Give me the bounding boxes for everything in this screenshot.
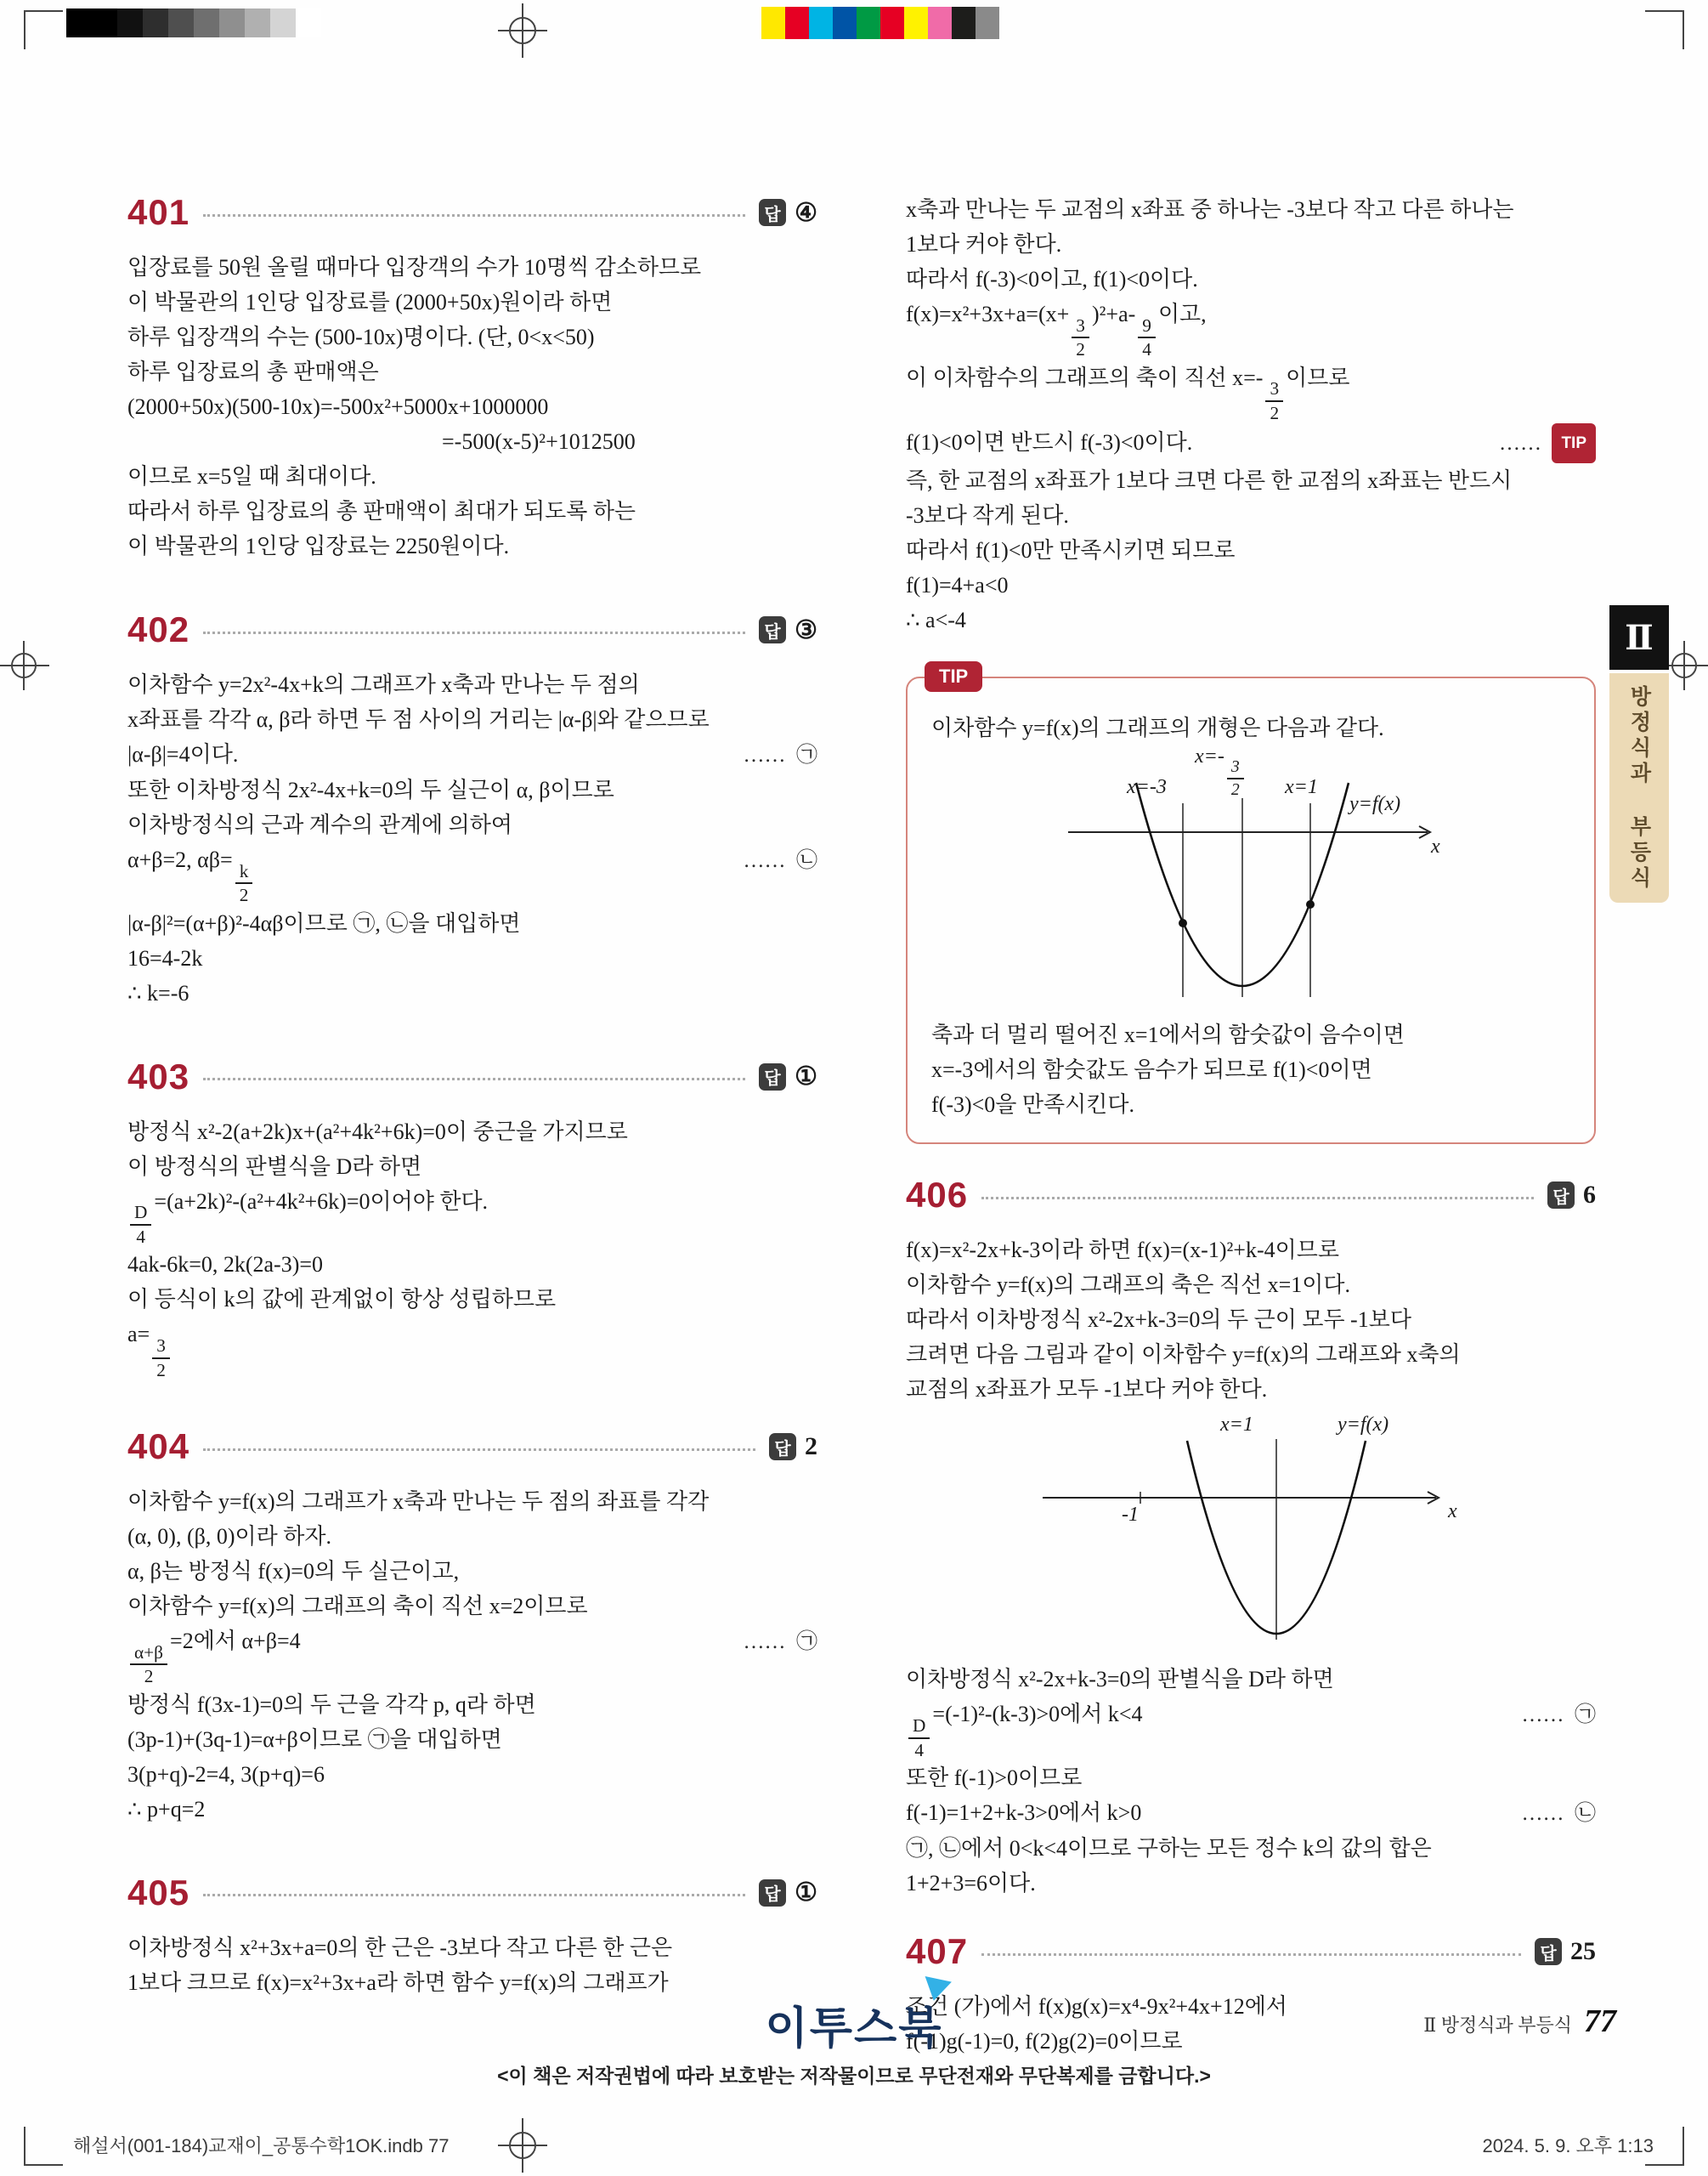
- color-swatch: [952, 7, 976, 39]
- fraction: $\frac{\alpha+\beta}{2}$: [130, 1642, 167, 1687]
- solution-text: =-500(x-5)²+1012500: [442, 429, 636, 454]
- solution-text: 이 박물관의 1인당 입장료를 (2000+50x)원이라 하면: [127, 290, 613, 314]
- solution-text: f(-1)g(-1)=0, f(2)g(2)=0이므로: [906, 2029, 1183, 2054]
- crop-mark-bottom-left: [24, 2127, 63, 2166]
- dotted-leader: [203, 1078, 745, 1080]
- problem-402: [127, 609, 817, 1011]
- solution-line: [127, 1519, 817, 1554]
- problem-number: 402: [127, 609, 190, 649]
- color-swatch: [168, 8, 194, 37]
- fraction: $\frac{D}{4}$: [130, 1202, 151, 1247]
- solution-text: 조건 (가)에서 f(x)g(x)=x⁴-9x²+4x+12에서: [906, 1994, 1287, 2020]
- solution-text: 입장료를 50원 올릴 때마다 입장객의 수가 10명씩 감소하므로: [127, 255, 702, 280]
- solution-text: 이차함수 y=f(x)의 그래프의 개형은 다음과 같다.: [931, 716, 1384, 741]
- answer: [759, 198, 817, 228]
- solution-text: 이차함수 y=f(x)의 그래프의 축은 직선 x=1이다.: [906, 1272, 1351, 1298]
- solution-text: 교점의 x좌표가 모두 -1보다 커야 한다.: [906, 1377, 1268, 1402]
- solution-text: f(-1)=1+2+k-3>0에서 k>0: [906, 1800, 1142, 1826]
- solution-text: 1+2+3=6이다.: [906, 1871, 1036, 1896]
- page-reference: [1423, 2003, 1616, 2040]
- solution-text: |α-β|²=(α+β)²-4αβ이므로 ㉠, ㉡을 대입하면: [127, 910, 521, 936]
- solution-text: 이 이차함수의 그래프의 축이 직선 x=- $\frac{3}{2}$ 이므로: [906, 365, 1350, 423]
- solution-text: |α-β|=4이다.: [127, 742, 239, 767]
- solution-line: [127, 1792, 817, 1827]
- solution-text: $\frac{D}{4}$ =(a+2k)²-(a²+4k²+6k)=0이어야 한다.: [127, 1184, 488, 1248]
- answer-icon: 답: [759, 1063, 786, 1091]
- grayscale-calibration-bar: [66, 8, 321, 37]
- solution-line: [906, 297, 1596, 360]
- clause-marker: …… ㉠: [743, 744, 817, 767]
- solution-line: [127, 667, 817, 702]
- answer-value: ③: [795, 615, 817, 644]
- solution-line: [906, 227, 1596, 262]
- solution-line: [127, 1184, 817, 1248]
- solution-lines: [127, 1484, 817, 1827]
- solution-text: f(1)<0이면 반드시 f(-3)<0이다.: [906, 430, 1193, 456]
- solution-line: [127, 842, 817, 906]
- answer: [759, 615, 817, 645]
- solution-line: [906, 360, 1596, 424]
- solution-line: [127, 1282, 817, 1317]
- solution-lines: [127, 1930, 817, 2000]
- solution-line: [127, 1930, 817, 1965]
- color-swatch: [92, 8, 117, 37]
- answer-value: ①: [795, 1878, 817, 1907]
- answer-icon: 답: [769, 1433, 796, 1460]
- solution-line: [127, 1149, 817, 1184]
- solution-lines: [906, 1232, 1596, 1407]
- answer-value: ④: [795, 198, 817, 227]
- answer-icon: 답: [1535, 1938, 1562, 1965]
- solution-text: 하루 입장료의 총 판매액은: [127, 360, 379, 384]
- color-swatch: [928, 7, 952, 39]
- solution-line: [906, 1337, 1596, 1372]
- right-column: [906, 192, 1596, 2059]
- solution-line: [906, 1866, 1596, 1901]
- color-swatch: [66, 8, 92, 37]
- solution-line: [906, 568, 1596, 603]
- fraction: $\frac{D}{4}$: [908, 1715, 930, 1760]
- solution-text: 이 박물관의 1인당 입장료는 2250원이다.: [127, 534, 510, 558]
- solution-line: [127, 773, 817, 808]
- solution-text: 이차방정식 x²-2x+k-3=0의 판별식을 D라 하면: [906, 1667, 1334, 1692]
- color-swatch: [117, 8, 143, 37]
- solution-line: [906, 1302, 1596, 1337]
- fraction: $\frac{3}{2}$: [152, 1335, 170, 1380]
- fraction: $\frac{3}{2}$: [1072, 315, 1089, 360]
- color-swatch: [904, 7, 928, 39]
- problem-header: [906, 1931, 1596, 1972]
- solution-text: 즉, 한 교점의 x좌표가 1보다 크면 다른 한 교점의 x좌표는 반드시: [906, 468, 1513, 494]
- solution-text: 또한 f(-1)>0이므로: [906, 1765, 1083, 1791]
- color-swatch: [857, 7, 880, 39]
- answer: [759, 1878, 817, 1907]
- solution-text: α+β=2, αβ= $\frac{k}{2}$: [127, 842, 255, 906]
- solution-text: ∴ k=-6: [127, 980, 189, 1006]
- print-slug-filename: 해설서(001-184)교재이_공통수학1OK.indb 77: [73, 2135, 450, 2156]
- solution-text: f(x)=x²+3x+a=(x+ $\frac{3}{2}$ )²+a- $\frac{9}{4}$ 이고,: [906, 302, 1207, 360]
- answer: [1547, 1181, 1596, 1210]
- solution-line: [931, 1052, 1570, 1087]
- solution-text: 따라서 이차방정식 x²-2x+k-3=0의 두 근이 모두 -1보다: [906, 1307, 1411, 1333]
- problem-number: 401: [127, 192, 190, 232]
- dotted-leader: [981, 1953, 1521, 1956]
- solution-text: ∴ p+q=2: [127, 1796, 206, 1822]
- tick-label: -1: [1122, 1504, 1139, 1527]
- solution-text: 방정식 f(3x-1)=0의 두 근을 각각 p, q라 하면: [127, 1692, 536, 1717]
- solution-text: 방정식 x²-2(a+2k)x+(a²+4k²+6k)=0이 중근을 가지므로: [127, 1119, 628, 1144]
- solution-text: $\frac{\alpha+\beta}{2}$ =2에서 α+β=4: [127, 1624, 301, 1687]
- color-swatch: [270, 8, 296, 37]
- solution-text: a= $\frac{3}{2}$: [127, 1317, 172, 1380]
- x-axis-label: x: [1448, 1500, 1457, 1523]
- solution-text: 따라서 f(-3)<0이고, f(1)<0이다.: [906, 267, 1198, 292]
- answer-value: ①: [795, 1062, 817, 1091]
- problem-406-parabola-figure: [1030, 1414, 1472, 1655]
- solution-line: [127, 354, 817, 389]
- solution-text: ∴ a<-4: [906, 608, 966, 633]
- clause-marker: …… ㉡: [743, 849, 817, 872]
- color-swatch: [761, 7, 785, 39]
- solution-line: [127, 941, 817, 976]
- tip-reference: …… TIP: [1499, 423, 1596, 463]
- solution-line: [906, 1372, 1596, 1407]
- solution-text: $\frac{D}{4}$ =(-1)²-(k-3)>0에서 k<4: [906, 1697, 1143, 1760]
- curve-label: y=f(x): [1349, 793, 1401, 816]
- solution-text: 이므로 x=5일 때 최대이다.: [127, 464, 376, 489]
- chapter-label: 방정식과 부등식: [1609, 673, 1669, 903]
- answer-icon: 답: [759, 616, 786, 643]
- registration-mark-top-center: [493, 0, 552, 60]
- solution-line: [906, 603, 1596, 638]
- problem-403: [127, 1057, 817, 1380]
- solution-text: α, β는 방정식 f(x)=0의 두 실근이고,: [127, 1559, 460, 1584]
- fraction: $\frac{3}{2}$: [1227, 757, 1244, 799]
- solution-text: 3(p+q)-2=4, 3(p+q)=6: [127, 1761, 325, 1787]
- answer-value: 6: [1583, 1181, 1596, 1210]
- solution-text: f(1)=4+a<0: [906, 573, 1009, 598]
- clause-marker: …… ㉠: [743, 1630, 817, 1654]
- solution-line: [127, 494, 817, 529]
- solution-text: 하루 입장객의 수는 (500-10x)명이다. (단, 0<x<50): [127, 325, 595, 349]
- solution-text: x좌표를 각각 α, β라 하면 두 점 사이의 거리는 |α-β|와 같으므로: [127, 707, 710, 732]
- solution-text: ㉠, ㉡에서 0<k<4이므로 구하는 모든 정수 k의 값의 합은: [906, 1836, 1432, 1862]
- problem-number: 403: [127, 1056, 190, 1096]
- solution-line: [127, 320, 817, 354]
- problem-header: [906, 1175, 1596, 1216]
- answer-icon: 답: [759, 199, 786, 226]
- answer-value: 25: [1570, 1937, 1596, 1966]
- solution-lines: [906, 1662, 1596, 1901]
- problem-header: [127, 1057, 817, 1097]
- answer-icon: 답: [759, 1879, 786, 1907]
- solution-line: [127, 808, 817, 842]
- fraction: $\frac{3}{2}$: [1265, 378, 1283, 423]
- solution-line: [127, 976, 817, 1011]
- solution-line: [127, 1554, 817, 1589]
- solution-line: [127, 250, 817, 285]
- tip-box-badge: TIP: [925, 661, 982, 692]
- solution-line: [931, 1017, 1570, 1052]
- left-line-label: x=-3: [1127, 776, 1167, 799]
- color-swatch: [809, 7, 833, 39]
- answer: [769, 1432, 817, 1461]
- dotted-leader: [981, 1197, 1534, 1199]
- solution-text: f(-3)<0을 만족시킨다.: [931, 1092, 1134, 1118]
- answer: [1535, 1937, 1596, 1966]
- problem-406: [906, 1175, 1596, 1901]
- solution-line: [906, 498, 1596, 533]
- registration-mark-bottom-center: [493, 2116, 552, 2176]
- tip-box: [906, 666, 1596, 1144]
- solution-text: 이 방정식의 판별식을 D라 하면: [127, 1153, 422, 1179]
- solution-text: 4ak-6k=0, 2k(2a-3)=0: [127, 1252, 324, 1278]
- color-swatch: [245, 8, 270, 37]
- solution-text: (3p-1)+(3q-1)=α+β이므로 ㉠을 대입하면: [127, 1726, 502, 1752]
- x-axis-label: x: [1431, 836, 1440, 858]
- chapter-title: Ⅱ 방정식과 부등식: [1423, 2014, 1572, 2036]
- publisher-logo: [766, 1992, 943, 2056]
- solution-text: 이차함수 y=2x²-4x+k의 그래프가 x축과 만나는 두 점의: [127, 672, 640, 697]
- problem-405-continuation: [906, 192, 1596, 638]
- print-slug-timestamp: 2024. 5. 9. 오후 1:13: [1482, 2135, 1654, 2156]
- solution-line: [906, 262, 1596, 297]
- solution-lines: [127, 667, 817, 1011]
- solution-line: [127, 1484, 817, 1519]
- fraction: $\frac{9}{4}$: [1138, 315, 1156, 360]
- tip-parabola-figure: [1055, 745, 1446, 1011]
- solution-text: (α, 0), (β, 0)이라 하자.: [127, 1524, 331, 1550]
- solution-text: 크려면 다음 그림과 같이 이차함수 y=f(x)의 그래프와 x축의: [906, 1342, 1461, 1368]
- solution-line: [127, 1247, 817, 1282]
- solution-text: 축과 더 멀리 떨어진 x=1에서의 함숫값이 음수이면: [931, 1023, 1405, 1048]
- chapter-numeral: Ⅱ: [1609, 605, 1669, 670]
- answer: [759, 1062, 817, 1091]
- solution-line: [127, 285, 817, 320]
- crop-mark-top-left: [24, 10, 63, 49]
- solution-line: [127, 1589, 817, 1624]
- solution-line: [127, 1757, 817, 1792]
- solution-line: [906, 1232, 1596, 1267]
- problem-header: [127, 192, 817, 233]
- dotted-leader: [203, 1894, 745, 1896]
- page-number: 77: [1584, 2003, 1616, 2039]
- problem-number: 405: [127, 1872, 190, 1912]
- solution-line: [127, 529, 817, 564]
- color-swatch: [880, 7, 904, 39]
- problem-404: [127, 1426, 817, 1827]
- color-swatch: [194, 8, 219, 37]
- problem-405: [127, 1873, 817, 2000]
- tip-intro: [931, 711, 1570, 745]
- solution-line: [127, 1624, 817, 1687]
- solution-text: 이차함수 y=f(x)의 그래프가 x축과 만나는 두 점의 좌표를 각각: [127, 1489, 710, 1515]
- solution-line: [906, 192, 1596, 227]
- logo-flag-icon: [920, 1976, 952, 2003]
- clause-marker: …… ㉠: [1521, 1703, 1596, 1727]
- solution-line: [127, 702, 817, 737]
- solution-line: [906, 1831, 1596, 1866]
- dotted-leader: [203, 632, 745, 634]
- solution-line: [127, 1687, 817, 1722]
- parabola-graph: [1030, 1417, 1472, 1655]
- solution-text: 또한 이차방정식 2x²-4x+k=0의 두 실근이 α, β이므로: [127, 778, 614, 802]
- solution-text: 1보다 커야 한다.: [906, 232, 1062, 257]
- solution-line: [127, 459, 817, 494]
- registration-mark-left: [0, 636, 54, 695]
- solution-line: [127, 1722, 817, 1757]
- solution-line: [127, 1114, 817, 1149]
- color-swatch: [296, 8, 321, 37]
- solution-lines: [127, 250, 817, 564]
- solution-text: (2000+50x)(500-10x)=-500x²+5000x+1000000: [127, 394, 549, 419]
- color-swatch: [143, 8, 168, 37]
- left-column: [127, 192, 817, 2000]
- curve-label: y=f(x): [1338, 1414, 1389, 1436]
- solution-line: [906, 1760, 1596, 1795]
- axis-equation-label: x=- $\frac{3}{2}$: [1195, 745, 1247, 799]
- solution-text: 따라서 하루 입장료의 총 판매액이 최대가 되도록 하는: [127, 499, 636, 524]
- problem-number: 406: [906, 1175, 969, 1216]
- dotted-leader: [203, 1448, 755, 1451]
- copyright-notice: <이 책은 저작권법에 따라 보호받는 저작물이므로 무단전재와 무단복제를 금합니다.>: [497, 2065, 1211, 2087]
- solution-line: [906, 463, 1596, 498]
- color-swatch: [833, 7, 857, 39]
- solution-line: [127, 1965, 817, 2000]
- solution-line: [127, 737, 817, 773]
- solution-text: 따라서 f(1)<0만 만족시키면 되므로: [906, 538, 1236, 564]
- color-swatch: [976, 7, 999, 39]
- solution-line: [931, 711, 1570, 745]
- crop-mark-top-right: [1645, 10, 1684, 49]
- solution-lines: [127, 1114, 817, 1380]
- solution-text: 16=4-2k: [127, 945, 203, 971]
- tip-badge: TIP: [1552, 423, 1596, 463]
- answer-icon: 답: [1547, 1182, 1575, 1209]
- chapter-side-tab: [1609, 605, 1669, 903]
- solution-line: [906, 1662, 1596, 1697]
- solution-line: [127, 424, 817, 459]
- solution-line: [127, 1317, 817, 1380]
- solution-text: x=-3에서의 함숫값도 음수가 되므로 f(1)<0이면: [931, 1057, 1372, 1083]
- solution-line: [906, 1697, 1596, 1760]
- axis-line-label: x=1: [1220, 1414, 1253, 1436]
- fraction: $\frac{k}{2}$: [235, 861, 253, 906]
- solution-text: 이 등식이 k의 값에 관계없이 항상 성립하므로: [127, 1287, 557, 1312]
- publisher-logo-text: 이투스북: [765, 2004, 943, 2054]
- color-calibration-bar: [761, 7, 999, 39]
- color-swatch: [219, 8, 245, 37]
- solution-line: [906, 423, 1596, 463]
- clause-marker: …… ㉡: [1521, 1802, 1596, 1826]
- solution-text: x축과 만나는 두 교점의 x좌표 중 하나는 -3보다 작고 다른 하나는: [906, 197, 1514, 222]
- color-swatch: [785, 7, 809, 39]
- solution-text: 이차함수 y=f(x)의 그래프의 축이 직선 x=2이므로: [127, 1594, 588, 1619]
- solution-line: [127, 389, 817, 424]
- problem-header: [127, 1426, 817, 1467]
- solution-text: 1보다 크므로 f(x)=x²+3x+a라 하면 함수 y=f(x)의 그래프가: [127, 1969, 669, 1995]
- problem-number: 404: [127, 1426, 190, 1467]
- solution-text: -3보다 작게 된다.: [906, 503, 1069, 529]
- problem-401: [127, 192, 817, 564]
- answer-value: 2: [805, 1432, 817, 1461]
- solution-line: [906, 533, 1596, 568]
- dotted-leader: [203, 214, 745, 217]
- right-line-label: x=1: [1285, 776, 1318, 799]
- problem-number: 407: [906, 1931, 969, 1972]
- solution-line: [127, 906, 817, 941]
- solution-text: f(x)=x²-2x+k-3이라 하면 f(x)=(x-1)²+k-4이므로: [906, 1238, 1339, 1263]
- solution-line: [931, 1087, 1570, 1122]
- solution-text: 이차방정식의 근과 계수의 관계에 의하여: [127, 813, 512, 837]
- tip-outro: [931, 1017, 1570, 1122]
- solution-text: 이차방정식 x²+3x+a=0의 한 근은 -3보다 작고 다른 한 근은: [127, 1935, 673, 1960]
- solution-line: [906, 1267, 1596, 1302]
- solution-line: [906, 1795, 1596, 1831]
- problem-header: [127, 1873, 817, 1913]
- problem-header: [127, 609, 817, 650]
